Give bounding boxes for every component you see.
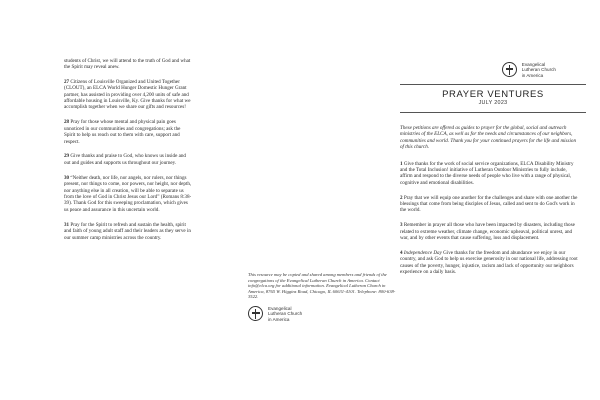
copyright-footer [248,272,400,322]
masthead [400,62,586,78]
right-panel [400,0,600,400]
prayer-item [400,161,580,187]
left-prayer-list [64,79,192,241]
prayer-text: Give thanks for the freedom and abundance we enjoy in our country, and ask God to help us exercise generosity in our national life, addressing root causes of the poverty, hunger, injustice, racism and lack of opportunity our neighbors experience on a daily basis. [400,250,578,276]
prayer-number: 4 [400,250,403,257]
prayer-item [400,250,580,276]
prayer-number: 2 [400,194,403,201]
logo-line: Evangelical [521,62,546,67]
prayer-text: Pray for the Spirit to refresh and sustain the health, spirit and faith of young adult staff and their leaders as they serve in our summer camp ministries across the country. [64,221,191,241]
logo-line: Lutheran Church [521,67,556,73]
prayer-item [64,119,192,145]
prayer-text: Pray for those whose mental and physical pain goes unnoticed in our communities and congregations; ask the Spirit to help us reach out to them with care, support and respect. [64,119,181,145]
prayer-text: Citizens of Louisville Organized and United Together (CLOUT), an ELCA World Hunger Domestic Hunger Grant partner, has assisted in providing over 4,200 units of safe and affordable housing in Louisville, Ky. Give thanks for what we accomplish together when we share our gifts and resources! [64,78,191,111]
continuation-text: students of Christ, we will attend to the truth of God and what the Spirit may reveal anew. [64,58,191,71]
intro-text: These petitions are offered as guides to prayer for the global, social and outreach ministries of the ELCA, as well as for the needs and circumstances of our neighbors, communities and world. Thank you for your continued prayers for the life and mission of this church. [400,124,577,151]
prayer-text: Remember in prayer all those who have been impacted by disasters, including those related to extreme weather, climate change, economic upheaval, political unrest, and war, and by other events that cause suffering, loss and displacement. [400,222,575,242]
prayer-text: Give thanks for the work of social service organizations, ELCA Disability Ministry and the Total Inclusion! initiative of Lutheran Outdoor Ministries to fully include, affirm and respond to the diverse needs of people who live with a range of physical, cognitive and emotional disabilities. [400,160,574,186]
logo-line: in America [268,316,290,322]
issue-date: JULY 2023 [478,99,508,106]
header-divider [400,112,586,113]
logo-line: Evangelical [268,305,292,311]
prayer-item [400,195,580,214]
prayer-item [64,222,192,241]
logo-line: in America [521,72,544,78]
prayer-text: “Neither death, nor life, nor angels, nor rulers, nor things present, nor things to come, nor powers, nor height, nor depth, nor anything else in all creation, will be able to separate us from the love of God in Christ Jesus our Lord” (Romans 8:38-39). Thank God for this sweeping proclamation, which gives us peace and assurance in this uncertain world. [64,174,192,213]
prayer-number: 31 [64,221,70,228]
elca-logo [502,62,556,78]
prayer-number: 1 [400,160,403,167]
prayer-number: 28 [64,119,70,126]
elca-cross-icon [502,62,517,77]
prayer-item [64,79,192,111]
elca-cross-icon [248,306,263,321]
page-title: PRAYER VENTURES [442,88,544,100]
logo-line: Lutheran Church [268,311,303,317]
prayer-number: 3 [400,222,403,229]
logo-text [268,306,302,322]
prayer-text: Pray that we will equip one another for the challenges and share with one another the blessings that come from being disciples of Jesus, called and sent to do God's work in the world. [400,194,578,214]
header-divider [400,84,586,85]
prayer-lead: Independence Day [403,250,442,257]
logo-text [522,62,556,78]
prayer-number: 27 [64,78,70,85]
prayer-number: 29 [64,153,70,160]
left-panel [0,0,200,400]
copyright-note: This resource may be copied and shared among members and friends of the congregations of the Evangelical Lutheran Church in America. Contact info@elca.org for additional information. Evangelical Lutheran Church in America, 8765 W. Higgins Road, Chicago, IL 60631-4101. Telephone: 800-638-3522. [248,272,396,300]
prayer-number: 30 [64,174,70,181]
prayer-text: Give thanks and praise to God, who knows us inside and out and guides and supports us throughout our journey. [64,153,186,166]
prayer-item [400,222,580,241]
prayer-item [64,175,192,213]
middle-panel [200,0,400,400]
elca-logo [248,306,400,322]
prayer-item [64,153,192,166]
right-prayer-list [400,161,580,276]
